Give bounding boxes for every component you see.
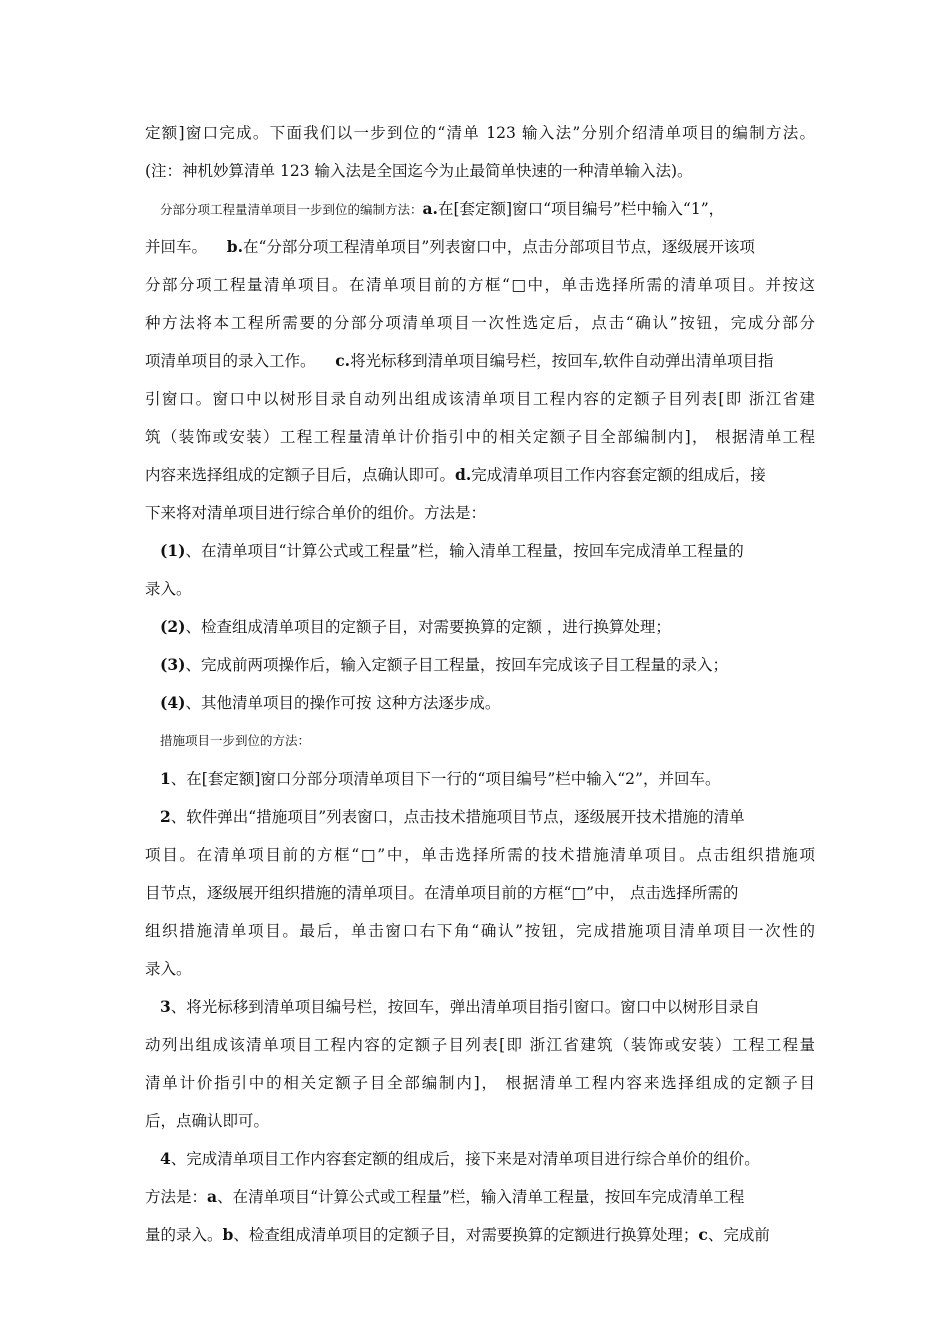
paragraph-line: 录入。	[145, 960, 192, 978]
paragraph-line: 清单计价指引中的相关定额子目全部编制内]， 根据清单工程内容来选择组成的定额子目	[145, 1074, 815, 1092]
paragraph-line: 量的录入。b、检查组成清单项目的定额子目，对需要换算的定额进行换算处理；c、完成前	[145, 1225, 770, 1244]
list-item: (2)、检查组成清单项目的定额子目，对需要换算的定额 ，进行换算处理；	[160, 617, 671, 636]
section-heading-line: 分部分项工程量清单项目一步到位的编制方法：a.在[套定额]窗口“项目编号”栏中输入“1”，	[160, 199, 725, 218]
paragraph-line: 动列出组成该清单项目工程内容的定额子目列表[即 浙江省建筑（装饰或安装）工程工程量	[145, 1036, 815, 1054]
list-item: 2、软件弹出“措施项目”列表窗口，点击技术措施项目节点，逐级展开技术措施的清单	[160, 807, 745, 826]
list-item: 3、将光标移到清单项目编号栏，按回车，弹出清单项目指引窗口。窗口中以树形目录自	[160, 997, 760, 1016]
list-item: (4)、其他清单项目的操作可按 这种方法逐步成。	[160, 693, 501, 712]
paragraph-line: 录入。	[145, 580, 192, 598]
section-heading-line: 措施项目一步到位的方法：	[160, 733, 311, 748]
paragraph-line: (注：神机妙算清单 123 输入法是全国迄今为止最简单快速的一种清单输入法)。	[145, 162, 693, 180]
paragraph-line: 后，点确认即可。	[145, 1112, 270, 1130]
paragraph-line: 项目。在清单项目前的方框“□”中，单击选择所需的技术措施清单项目。点击组织措施项	[145, 846, 815, 864]
paragraph-line: 引窗口。窗口中以树形目录自动列出组成该清单项目工程内容的定额子目列表[即 浙江省建	[145, 390, 815, 408]
paragraph-line: 筑（装饰或安装）工程工程量清单计价指引中的相关定额子目全部编制内]， 根据清单工程	[145, 428, 815, 446]
paragraph-line: 目节点，逐级展开组织措施的清单项目。在清单项目前的方框“□”中， 点击选择所需的	[145, 884, 739, 902]
list-item: (1)、在清单项目“计算公式或工程量”栏，输入清单工程量，按回车完成清单工程量的	[160, 541, 744, 560]
paragraph-line: 定额]窗口完成。下面我们以一步到位的“清单 123 输入法”分别介绍清单项目的编制方法。	[145, 124, 815, 142]
list-item: 1、在[套定额]窗口分部分项清单项目下一行的“项目编号”栏中输入“2”，并回车。	[160, 769, 721, 788]
list-item: (3)、完成前两项操作后，输入定额子目工程量，按回车完成该子目工程量的录入；	[160, 655, 728, 674]
paragraph-line: 并回车。 b.在“分部分项工程清单项目”列表窗口中，点击分部项目节点，逐级展开该项	[145, 237, 755, 256]
paragraph-line: 组织措施清单项目。最后，单击窗口右下角“确认”按钮，完成措施项目清单项目一次性的	[145, 922, 815, 940]
paragraph-line: 内容来选择组成的定额子目后，点确认即可。d.完成清单项目工作内容套定额的组成后，接	[145, 465, 766, 484]
paragraph-line: 方法是：a、在清单项目“计算公式或工程量”栏，输入清单工程量，按回车完成清单工程	[145, 1187, 745, 1206]
list-item: 4、完成清单项目工作内容套定额的组成后，接下来是对清单项目进行综合单价的组价。	[160, 1149, 760, 1168]
paragraph-line: 分部分项工程量清单项目。在清单项目前的方框“□中，单击选择所需的清单项目。并按这	[145, 276, 815, 294]
paragraph-line: 下来将对清单项目进行综合单价的组价。方法是：	[145, 504, 487, 522]
paragraph-line: 项清单项目的录入工作。 c.将光标移到清单项目编号栏，按回车,软件自动弹出清单项目指	[145, 351, 774, 370]
paragraph-line: 种方法将本工程所需要的分部分项清单项目一次性选定后，点击“确认”按钮，完成分部分	[145, 314, 815, 332]
